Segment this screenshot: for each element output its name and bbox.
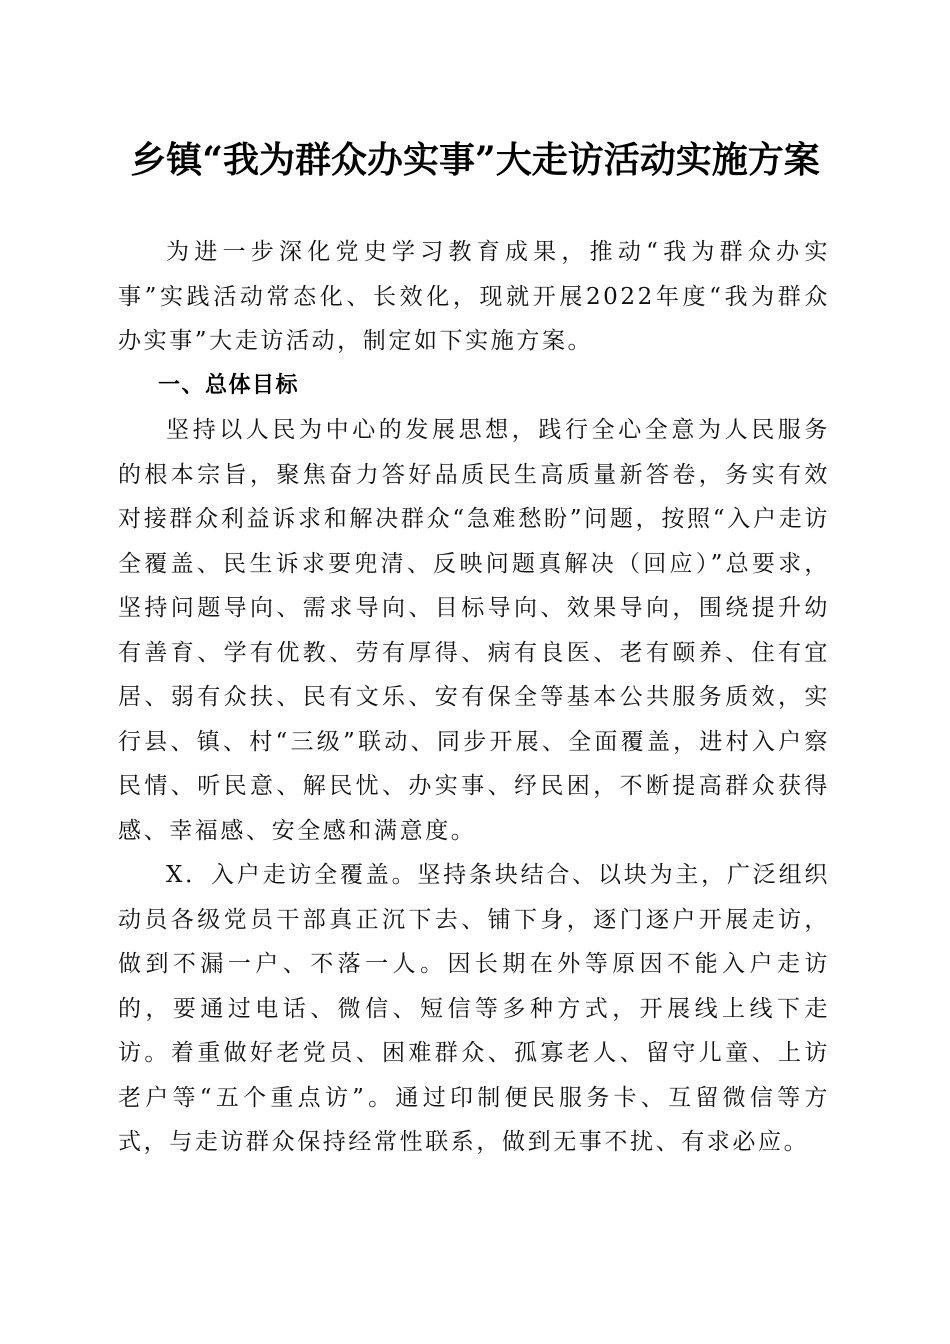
- document-title: 乡镇“我为群众办实事”大走访活动实施方案: [130, 139, 820, 181]
- household-visit-paragraph: X．入户走访全覆盖。坚持条块结合、以块为主，广泛组织动员各级党员干部真正沉下去、铺下身，逐门逐户开展走访，做到不漏一户、不落一人。因长期在外等原因不能入户走访的，要通过电话、微信、短信等多种方式，开展线上线下走访。着重做好老党员、困难群众、孤寡老人、留守儿童、上访老户等“五个重点访”。通过印制便民服务卡、互留微信等方式，与走访群众保持经常性联系，做到无事不扰、有求必应。: [118, 862, 830, 1155]
- document-body: [118, 230, 830, 1165]
- section-heading-overall-goal: 一、总体目标: [158, 372, 300, 398]
- intro-paragraph: 为进一步深化党史学习教育成果，推动“我为群众办实事”实践活动常态化、长效化，现就开展2022年度“我为群众办实事”大走访活动，制定如下实施方案。: [118, 239, 830, 354]
- overall-goal-paragraph: 坚持以人民为中心的发展思想，践行全心全意为人民服务的根本宗旨，聚焦奋力答好品质民生高质量新答卷，务实有效对接群众利益诉求和解决群众“急难愁盼”问题，按照“入户走访全覆盖、民生诉求要兜清、反映问题真解决（回应）”总要求，坚持问题导向、需求导向、目标导向、效果导向，围绕提升幼有善育、学有优教、劳有厚得、病有良医、老有颐养、住有宜居、弱有众扶、民有文乐、安有保全等基本公共服务质效，实行县、镇、村“三级”联动、同步开展、全面覆盖，进村入户察民情、听民意、解民忧、办实事、纾民困，不断提高群众获得感、幸福感、安全感和满意度。: [118, 417, 830, 844]
